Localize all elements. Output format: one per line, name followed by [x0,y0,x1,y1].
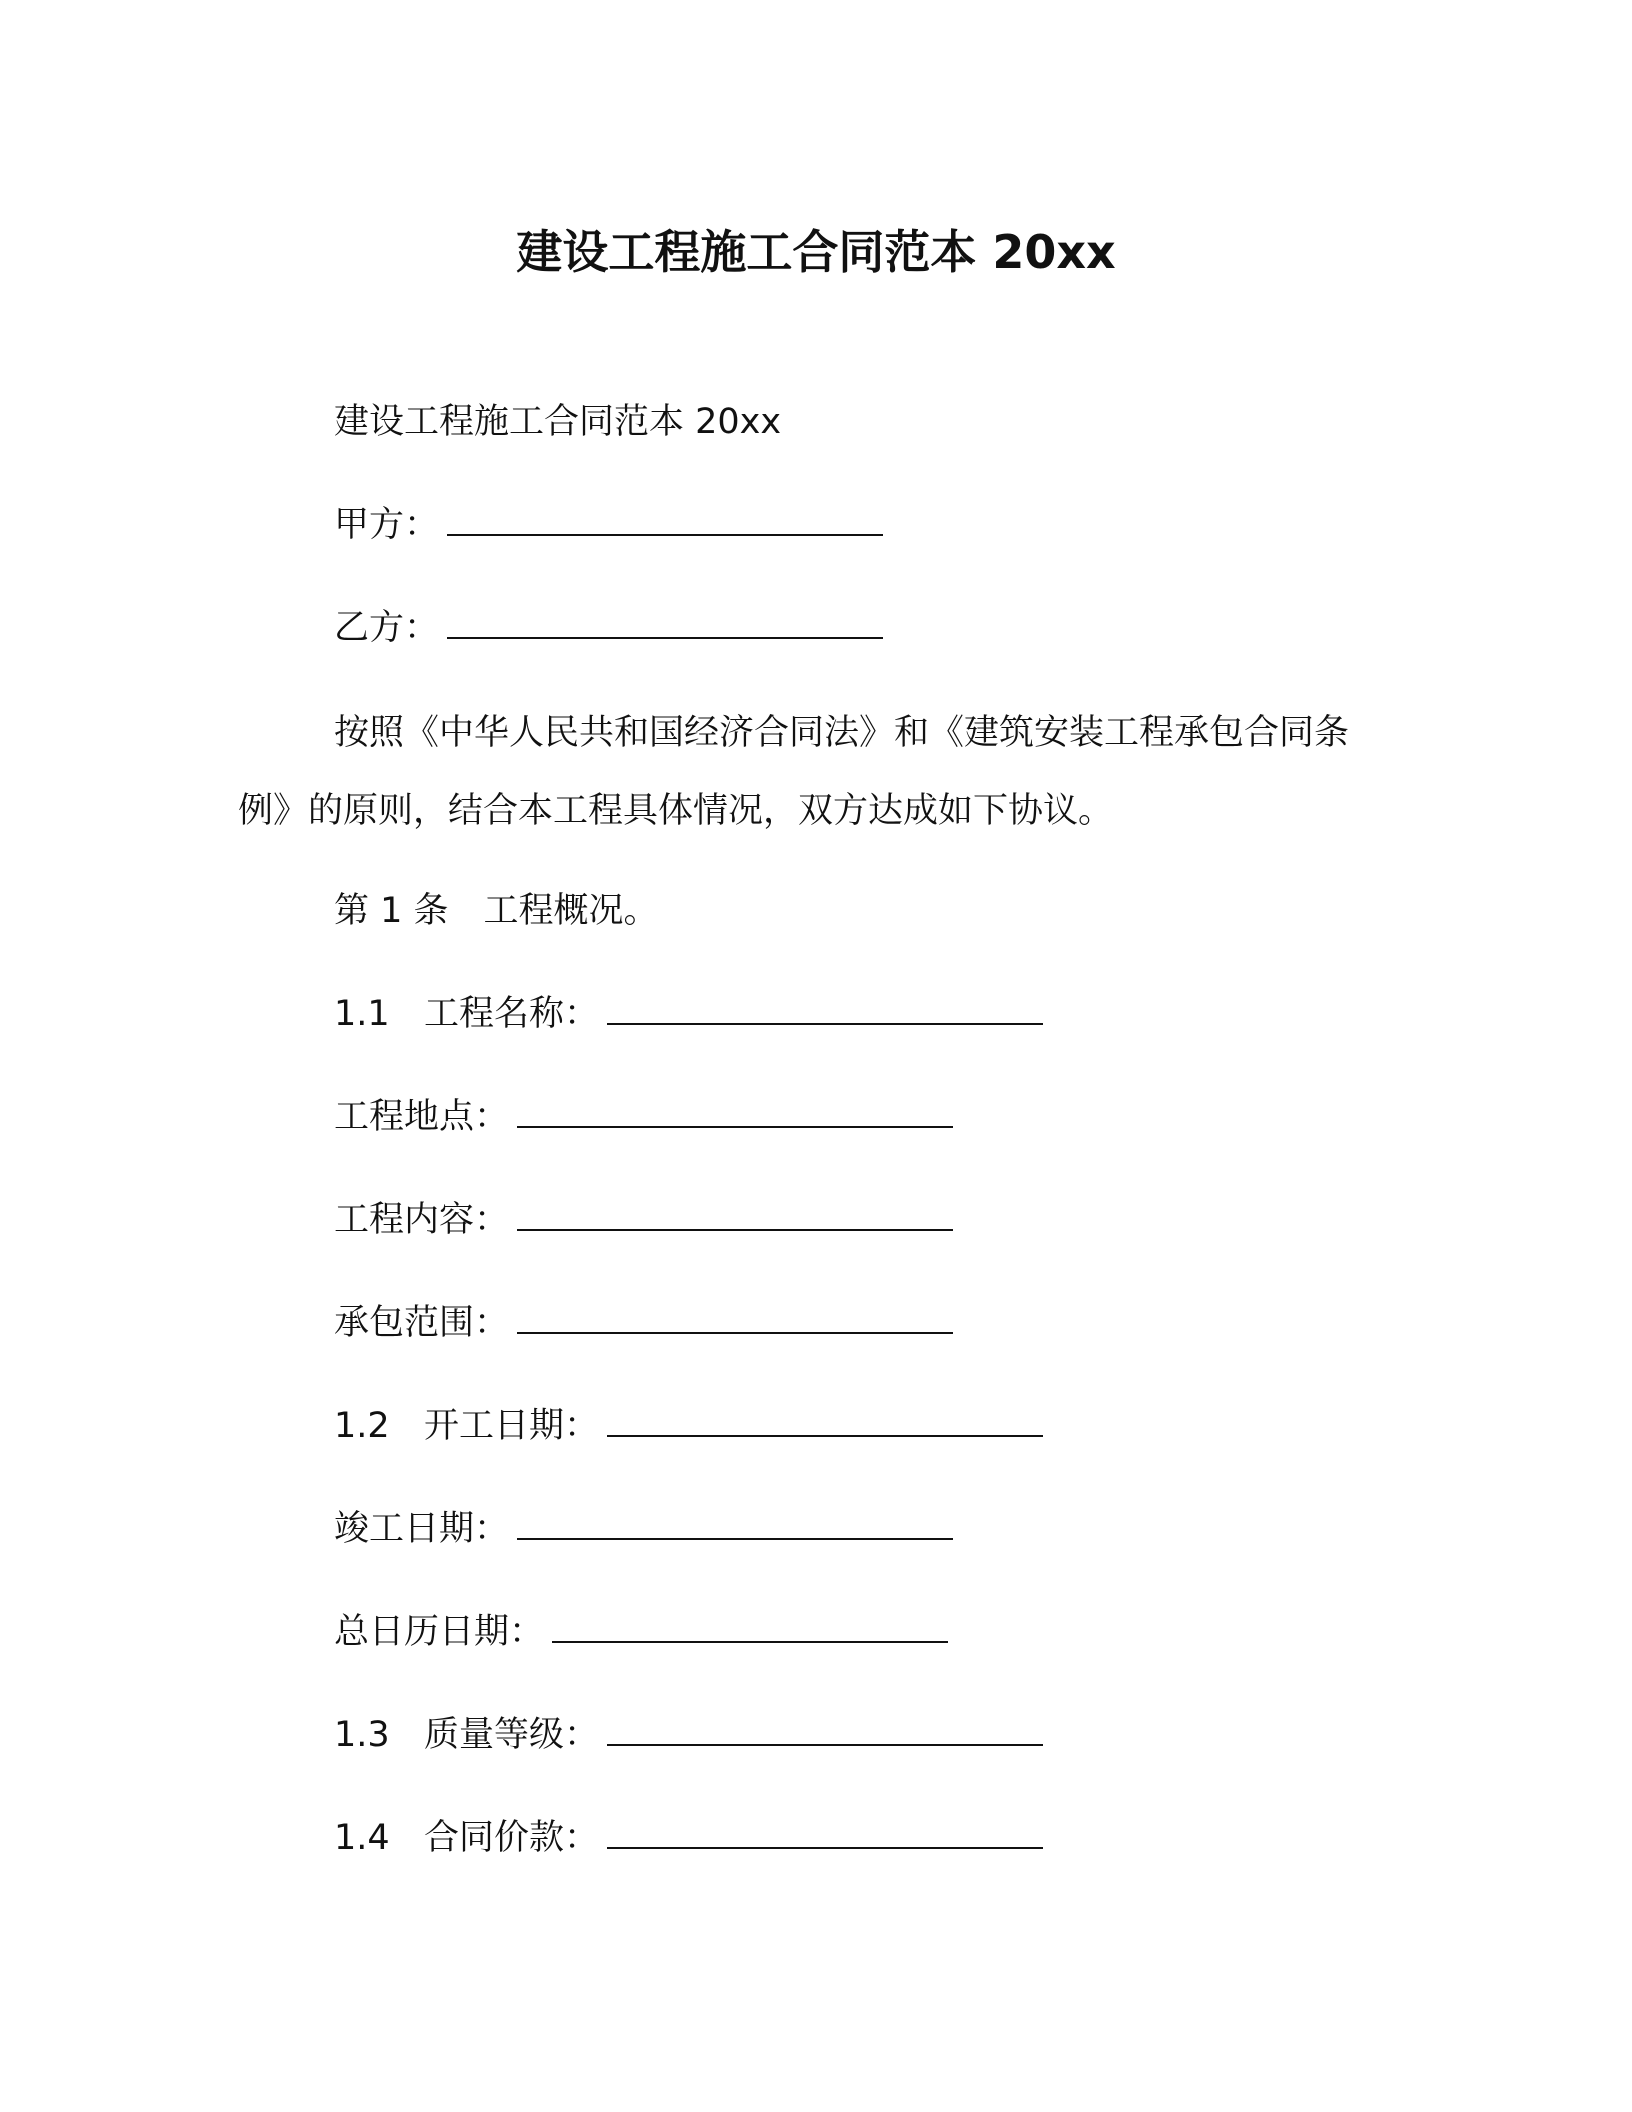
party-a-blank [447,504,883,536]
item-1-3-number: 1.3 [334,1715,390,1755]
article-1-heading: 第 1 条 工程概况。 [334,891,659,931]
site-blank [517,1096,953,1128]
item-1-2-blank [607,1405,1043,1437]
party-b-label: 乙方： [334,608,440,648]
completion-line [334,1505,953,1553]
intro-paragraph: 按照《中华人民共和国经济合同法》和《建筑安装工程承包合同条例》的原则，结合本工程具体情况，双方达成如下协议。 [238,713,1350,831]
item-1-4-blank [607,1817,1043,1849]
scope-blank [517,1302,953,1334]
item-1-4-label: 合同价款： [424,1818,600,1858]
calendar-blank [552,1611,948,1643]
item-1-2-label: 开工日期： [424,1406,600,1446]
completion-blank [517,1508,953,1540]
party-b-blank [447,607,883,639]
calendar-line [334,1608,948,1656]
party-a-label: 甲方： [334,505,440,545]
content-blank [517,1199,953,1231]
content-label: 工程内容： [334,1200,510,1240]
item-1-1-number: 1.1 [334,994,390,1034]
item-1-3-blank [607,1714,1043,1746]
item-1-1-label: 工程名称： [424,994,600,1034]
site-line [334,1093,953,1141]
item-1-2-number: 1.2 [334,1406,390,1446]
site-label: 工程地点： [334,1097,510,1137]
item-1-1-line [334,990,1043,1038]
item-1-2-line [334,1402,1043,1450]
item-1-4-number: 1.4 [334,1818,390,1858]
party-b-line [334,604,883,652]
item-1-3-line [334,1711,1043,1759]
document-subtitle: 建设工程施工合同范本 20xx [334,402,782,442]
calendar-label: 总日历日期： [334,1612,545,1652]
scope-line [334,1299,953,1347]
scope-label: 承包范围： [334,1303,510,1343]
document-title: 建设工程施工合同范本 20xx [516,225,1116,279]
item-1-1-blank [607,993,1043,1025]
item-1-4-line [334,1814,1043,1862]
content-line [334,1196,953,1244]
item-1-3-label: 质量等级： [424,1715,600,1755]
completion-label: 竣工日期： [334,1509,510,1549]
party-a-line [334,501,883,549]
